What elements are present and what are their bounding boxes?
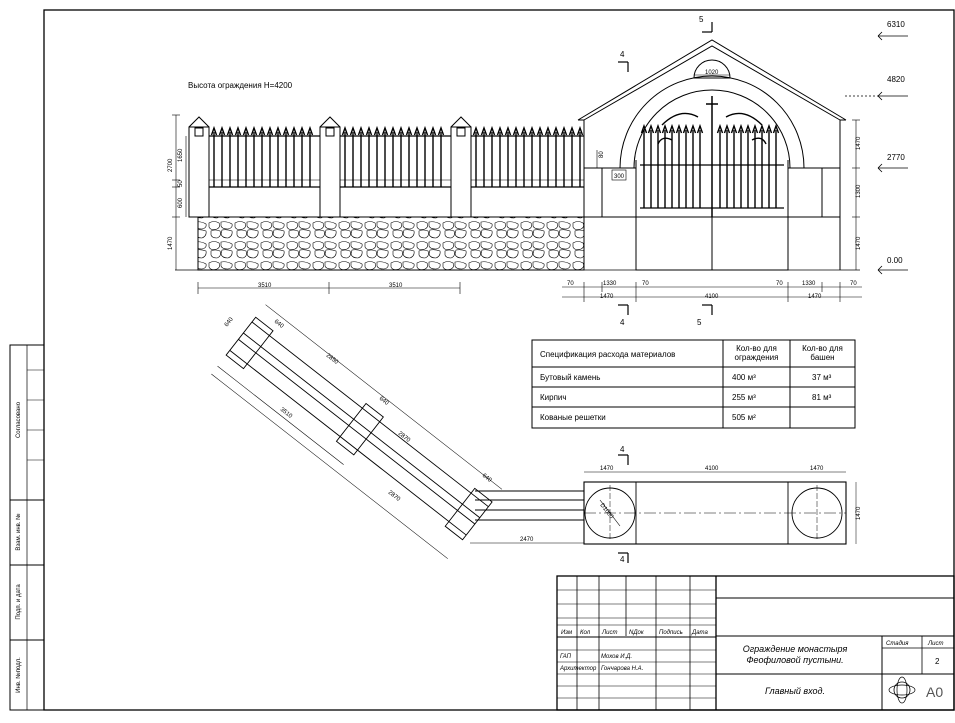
dim-2700: 2700 <box>168 158 174 172</box>
section-5-bottom: 5 <box>697 318 702 327</box>
grille-bars <box>212 128 583 187</box>
spec-header-name: Спецификация расхода материалов <box>540 350 676 359</box>
spec-header-towers: Кол-во для башен <box>802 344 843 362</box>
spec-row-grilles-fence: 505 м² <box>732 413 756 422</box>
plan-dim-2470: 2470 <box>520 537 534 543</box>
project-title-line1: Ограждение монастыря <box>742 644 848 654</box>
spec-row-stone-fence: 400 м³ <box>732 373 756 382</box>
stage-label: Стадия <box>886 641 909 647</box>
section-5-top: 5 <box>699 15 704 24</box>
stamp-col-kol: Кол <box>580 630 591 636</box>
section-4-top: 4 <box>620 50 625 59</box>
stamp-col-izm: Изм <box>561 630 573 636</box>
stamp-col-date: Дата <box>692 630 708 636</box>
facade-elevation <box>172 22 908 315</box>
stamp-col-ndok: NДок <box>629 630 644 636</box>
dim-1470-left: 1470 <box>168 236 174 250</box>
stamp-name-architect: Гончарова Н.А. <box>601 666 644 672</box>
plan-dim-640-c: 640 <box>377 395 390 407</box>
dim-600: 600 <box>178 197 184 208</box>
spec-row-stone-towers: 37 м³ <box>812 373 832 382</box>
plan-section-4-top: 4 <box>620 445 625 454</box>
plan-dim-640-d: 640 <box>480 472 493 484</box>
side-stamp <box>10 345 44 710</box>
plan-dim-4100: 4100 <box>705 466 719 472</box>
dim-span-1: 3510 <box>258 283 272 289</box>
section-4-bottom: 4 <box>620 318 625 327</box>
stamp-col-list: Лист <box>602 630 618 636</box>
spec-row-brick-name: Кирпич <box>540 393 567 402</box>
dim-1330-a: 1330 <box>603 281 617 287</box>
dim-1650: 1650 <box>178 148 184 162</box>
fence-grilles <box>209 136 584 187</box>
level-6310: 6310 <box>887 20 905 29</box>
dim-span-2: 3510 <box>389 283 403 289</box>
side-label-replace-inv: Взам. инв. № <box>16 513 22 551</box>
side-label-agreed: Согласовано <box>16 401 22 439</box>
dim-right-1470-bottom: 1470 <box>856 236 862 250</box>
dim-70-d: 70 <box>850 281 857 287</box>
level-2770: 2770 <box>887 153 905 162</box>
dim-bottom-1470-left: 1470 <box>600 294 614 300</box>
dim-70-a: 70 <box>567 281 574 287</box>
stamp-name-gap: Мохов И.Д. <box>601 654 633 660</box>
sheet-format: А0 <box>926 684 944 700</box>
plan-dim-side-1470: 1470 <box>856 506 862 520</box>
dim-right-1470-top: 1470 <box>856 136 862 150</box>
fence-height-note: Высота ограждения Н=4200 <box>188 81 293 90</box>
level-000: 0.00 <box>887 256 903 265</box>
dim-300: 300 <box>614 174 625 180</box>
spec-row-brick-towers: 81 м³ <box>812 393 832 402</box>
plan-dim-2870-a: 2870 <box>396 430 411 444</box>
project-title-line2: Феофиловой пустыни. <box>746 655 844 665</box>
stone-base <box>198 217 584 270</box>
spec-header-fence: Кол-во для ограждения <box>734 344 779 362</box>
plan-section-4-bottom: 4 <box>620 555 625 564</box>
plan-dim-2870-b: 2870 <box>386 489 401 503</box>
spec-row-stone-name: Бутовый камень <box>540 373 601 382</box>
stamp-role-gap: ГАП <box>560 654 572 660</box>
plan-dim-1470-right: 1470 <box>810 466 824 472</box>
dim-50: 50 <box>178 180 184 187</box>
spec-row-grilles-name: Кованые решетки <box>540 413 606 422</box>
plan-dim-2850: 2850 <box>324 352 339 366</box>
dim-right-1300: 1300 <box>856 184 862 198</box>
side-label-sign-date: Подп. и дата <box>16 584 22 620</box>
plan-dim-640-a: 640 <box>223 316 235 329</box>
dim-arch-1020: 1020 <box>705 70 719 76</box>
sheet-name: Главный вход. <box>765 686 825 696</box>
dim-1330-b: 1330 <box>802 281 816 287</box>
plan-dim-d1000: D1000 <box>598 502 615 521</box>
sheet-label: Лист <box>928 641 944 647</box>
dim-70-c: 70 <box>776 281 783 287</box>
plan-dim-1470-left: 1470 <box>600 466 614 472</box>
spec-row-brick-fence: 255 м³ <box>732 393 756 402</box>
sheet-number: 2 <box>935 657 940 666</box>
level-4820: 4820 <box>887 75 905 84</box>
plan-dim-3510: 3510 <box>278 406 293 420</box>
dim-bottom-4100: 4100 <box>705 294 719 300</box>
stamp-col-sign: Подпись <box>659 630 683 636</box>
dim-80: 80 <box>599 151 605 158</box>
dim-bottom-1470-right: 1470 <box>808 294 822 300</box>
dim-70-b: 70 <box>642 281 649 287</box>
side-label-inv-orig: Инв. №подл. <box>16 657 22 693</box>
plan-dim-640-b: 640 <box>272 318 285 330</box>
stamp-role-architect: Архитектор <box>560 666 597 672</box>
